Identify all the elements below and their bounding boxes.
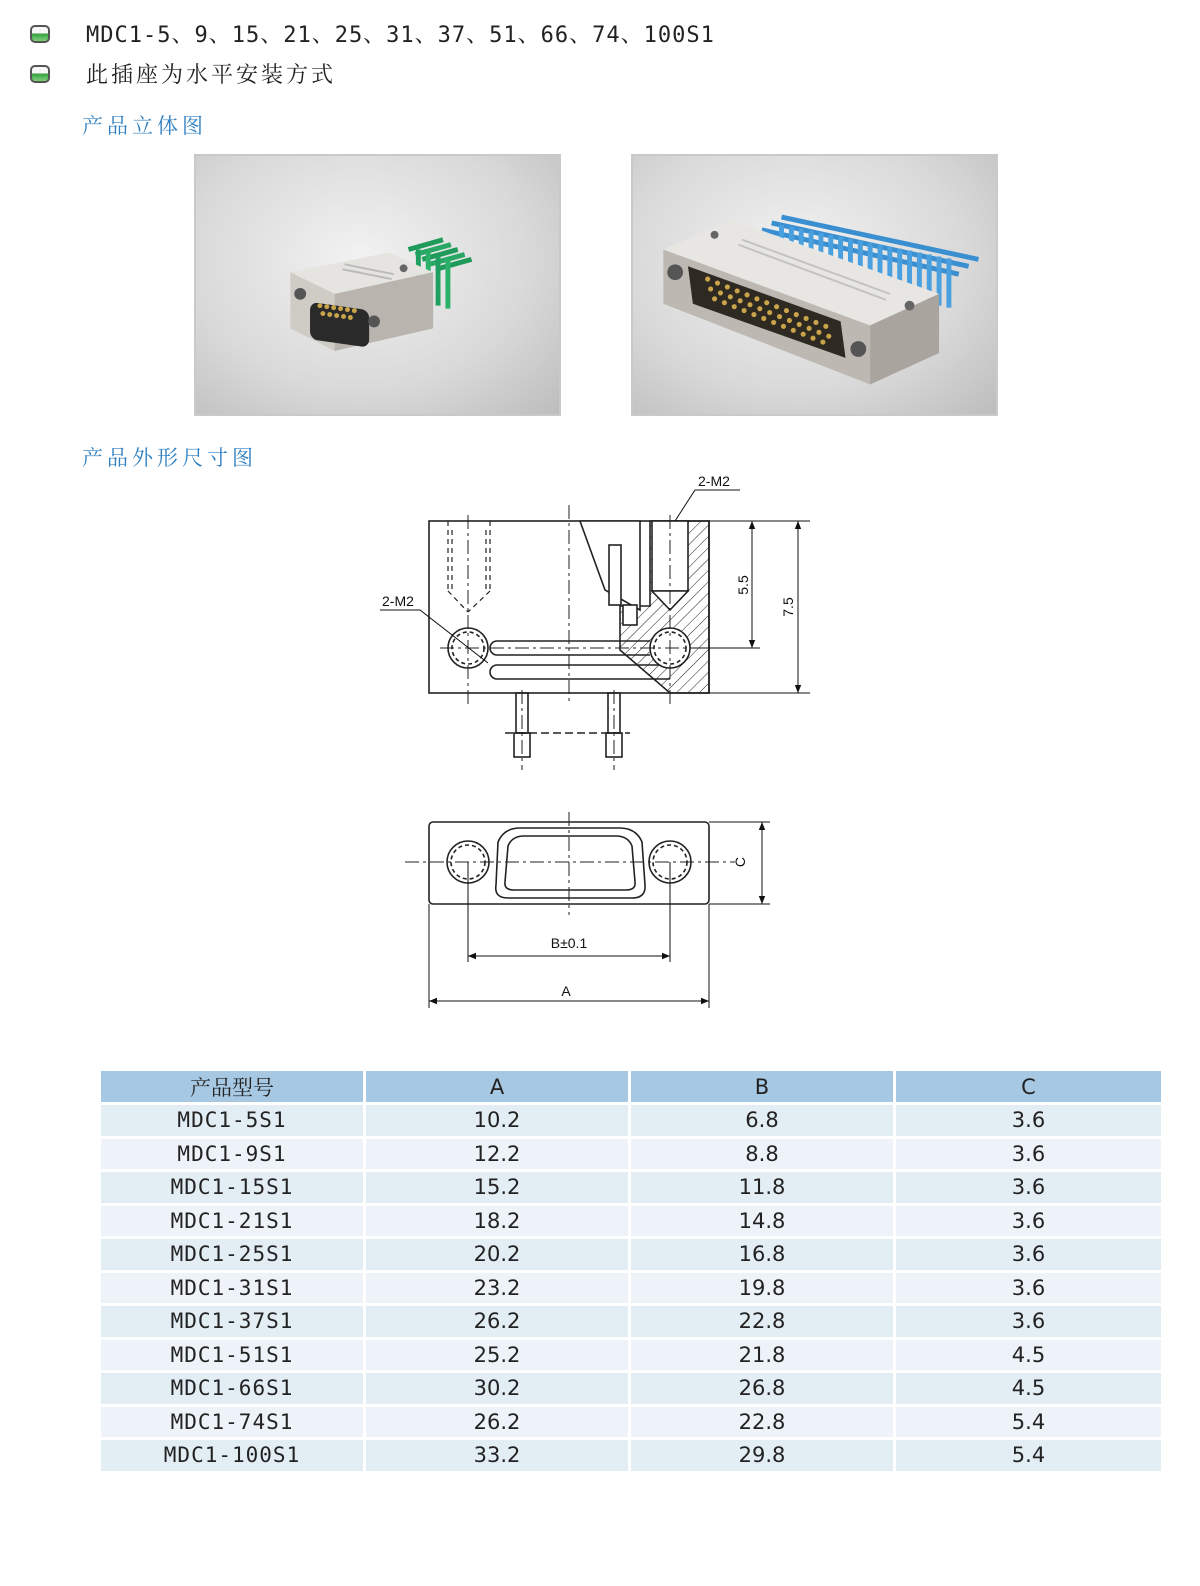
- table-row: [101, 1373, 1161, 1404]
- cell-a: 33.2: [366, 1440, 631, 1471]
- cell-model: MDC1-51S1: [101, 1340, 366, 1371]
- table-row: [101, 1340, 1161, 1371]
- label-dim-a: A: [561, 983, 571, 999]
- cell-b: 21.8: [631, 1340, 896, 1371]
- header-model: 产品型号: [101, 1071, 366, 1102]
- header-c: C: [896, 1071, 1161, 1102]
- label-dim-5-5: 5.5: [735, 575, 751, 595]
- cell-c: 3.6: [896, 1273, 1161, 1304]
- cell-model: MDC1-66S1: [101, 1373, 366, 1404]
- cell-c: 3.6: [896, 1139, 1161, 1170]
- label-dim-7-5: 7.5: [780, 597, 796, 617]
- cell-c: 3.6: [896, 1172, 1161, 1203]
- table-row: [101, 1239, 1161, 1270]
- bullet-text: MDC1-5、9、15、21、25、31、37、51、66、74、100S1: [86, 23, 715, 48]
- front-view: [405, 812, 735, 915]
- table-row: [101, 1440, 1161, 1471]
- cell-a: 25.2: [366, 1340, 631, 1371]
- cell-model: MDC1-9S1: [101, 1139, 366, 1170]
- cell-model: MDC1-21S1: [101, 1206, 366, 1237]
- cell-b: 29.8: [631, 1440, 896, 1471]
- cell-c: 3.6: [896, 1105, 1161, 1136]
- cell-b: 22.8: [631, 1407, 896, 1438]
- table-row: [101, 1172, 1161, 1203]
- label-thread-top: 2-M2: [698, 473, 730, 489]
- cell-model: MDC1-100S1: [101, 1440, 366, 1471]
- cell-model: MDC1-31S1: [101, 1273, 366, 1304]
- cell-model: MDC1-15S1: [101, 1172, 366, 1203]
- cell-c: 5.4: [896, 1407, 1161, 1438]
- cell-b: 11.8: [631, 1172, 896, 1203]
- table-row: [101, 1139, 1161, 1170]
- cell-model: MDC1-5S1: [101, 1105, 366, 1136]
- bullet-text: 此插座为水平安装方式: [86, 63, 337, 88]
- cell-c: 4.5: [896, 1340, 1161, 1371]
- header-a: A: [366, 1071, 631, 1102]
- cell-b: 19.8: [631, 1273, 896, 1304]
- table-row: [101, 1306, 1161, 1337]
- label-dim-b: B±0.1: [550, 935, 588, 951]
- table-row: [101, 1206, 1161, 1237]
- label-dim-c: C: [732, 856, 748, 868]
- cell-a: 12.2: [366, 1139, 631, 1170]
- cell-b: 16.8: [631, 1239, 896, 1270]
- cell-b: 26.8: [631, 1373, 896, 1404]
- cell-c: 4.5: [896, 1373, 1161, 1404]
- cell-model: MDC1-74S1: [101, 1407, 366, 1438]
- cell-b: 14.8: [631, 1206, 896, 1237]
- cell-b: 6.8: [631, 1105, 896, 1136]
- cell-a: 18.2: [366, 1206, 631, 1237]
- cell-model: MDC1-25S1: [101, 1239, 366, 1270]
- cell-c: 3.6: [896, 1206, 1161, 1237]
- cell-b: 22.8: [631, 1306, 896, 1337]
- cell-a: 26.2: [366, 1407, 631, 1438]
- cell-a: 20.2: [366, 1239, 631, 1270]
- table-row: [101, 1407, 1161, 1438]
- cell-c: 3.6: [896, 1306, 1161, 1337]
- spec-table: [101, 1068, 1161, 1474]
- cell-a: 15.2: [366, 1172, 631, 1203]
- table-row: [101, 1105, 1161, 1136]
- cell-a: 26.2: [366, 1306, 631, 1337]
- cell-a: 10.2: [366, 1105, 631, 1136]
- cell-model: MDC1-37S1: [101, 1306, 366, 1337]
- cell-c: 5.4: [896, 1440, 1161, 1471]
- label-thread-left: 2-M2: [382, 593, 414, 609]
- section-title-photos: 产品立体图: [82, 114, 207, 138]
- side-view: [429, 505, 709, 770]
- cell-a: 23.2: [366, 1273, 631, 1304]
- table-row: [101, 1273, 1161, 1304]
- table-header-row: [101, 1071, 1161, 1102]
- header-b: B: [631, 1071, 896, 1102]
- section-title-drawing: 产品外形尺寸图: [82, 446, 257, 470]
- cell-c: 3.6: [896, 1239, 1161, 1270]
- cell-b: 8.8: [631, 1139, 896, 1170]
- cell-a: 30.2: [366, 1373, 631, 1404]
